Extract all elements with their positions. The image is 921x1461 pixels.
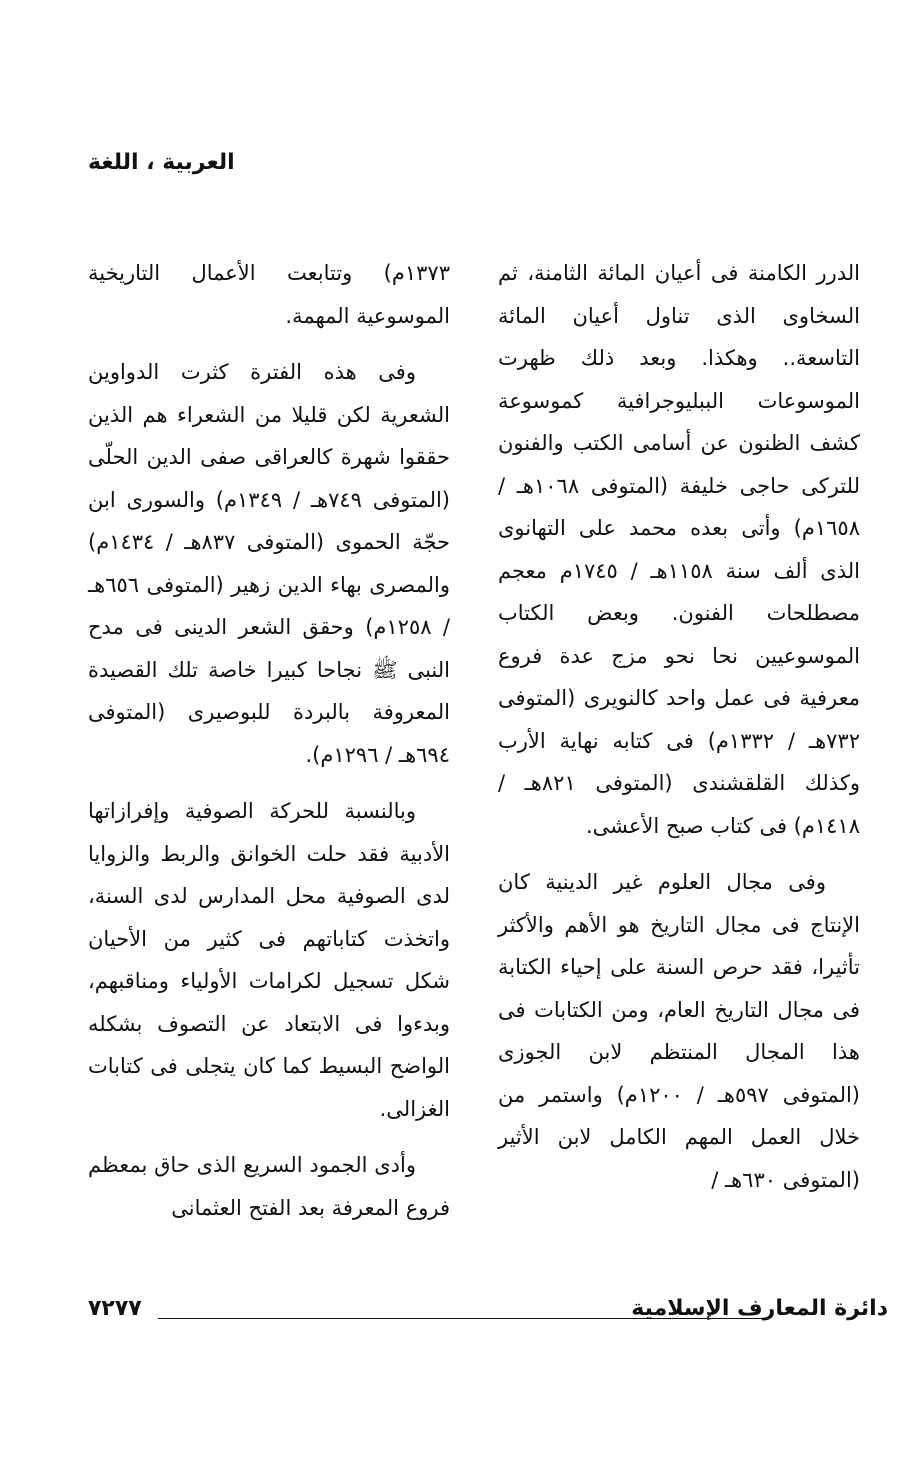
text-column-left (88, 252, 450, 1243)
paragraph: وأدى الجمود السريع الذى حاق بمعظم فروع المعرفة بعد الفتح العثمانى (88, 1153, 450, 1220)
running-title: العربية ، اللغة (88, 150, 235, 175)
paragraph: الدرر الكامنة فى أعيان المائة الثامنة، ثم السخاوى الذى تناول أعيان المائة التاسعة.. وهكذا. وبعد ذلك ظهرت الموسوعات الببليوجرافية كموسوعة كشف الظنون عن أسامى الكتب والفنون للتركى حاجى خليفة (المتوفى ١٠٦٨هـ / ١٦٥٨م) وأتى بعده محمد على التهانوى الذى ألف سنة ١١٥٨هـ / ١٧٤٥م معجم مصطلحات الفنون. وبعض الكتاب الموسوعيين نحا نحو مزج عدة فروع معرفية فى عمل واحد كالنويرى (المتوفى ٧٣٢هـ / ١٣٣٢م) فى كتابه نهاية الأرب وكذلك القلقشندى (المتوفى ٨٢١هـ / ١٤١٨م) فى كتاب صبح الأعشى. (498, 261, 860, 838)
publication-title: دائرة المعارف الإسلامية (631, 1296, 888, 1321)
page-footer (88, 1296, 888, 1336)
paragraph: وبالنسبة للحركة الصوفية وإفرازاتها الأدبية فقد حلت الخوانق والربط والزوايا لدى الصوفية محل المدارس لدى السنة، واتخذت كتاباتهم فى كثير من الأحيان شكل تسجيل لكرامات الأولياء ومناقبهم، وبدءوا فى الابتعاد عن التصوف بشكله الواضح البسيط كما كان يتجلى فى كتابات الغزالى. (88, 799, 450, 1121)
paragraph: وفى مجال العلوم غير الدينية كان الإنتاج فى مجال التاريخ هو الأهم والأكثر تأثيرا، فقد حرص السنة على إحياء الكتابة فى مجال التاريخ العام، ومن الكتابات فى هذا المجال المنتظم لابن الجوزى (المتوفى ٥٩٧هـ / ١٢٠٠م) واستمر من خلال العمل المهم الكامل لابن الأثير (المتوفى ٦٣٠هـ / (498, 870, 860, 1192)
paragraph: ١٣٧٣م) وتتابعت الأعمال التاريخية الموسوعية المهمة. (88, 261, 450, 328)
paragraph: وفى هذه الفترة كثرت الدواوين الشعرية لكن قليلا من الشعراء هم الذين حققوا شهرة كالعراقى صفى الدين الحلّى (المتوفى ٧٤٩هـ / ١٣٤٩م) والسورى ابن حجّة الحموى (المتوفى ٨٣٧هـ / ١٤٣٤م) والمصرى بهاء الدين زهير (المتوفى ٦٥٦هـ / ١٢٥٨م) وحقق الشعر الدينى فى مدح النبى ﷺ نجاحا كبيرا خاصة تلك القصيدة المعروفة بالبردة للبوصيرى (المتوفى ٦٩٤هـ / ١٢٩٦م). (88, 360, 451, 767)
page-number: ٧٢٧٧ (88, 1296, 142, 1321)
text-column-right (498, 252, 860, 1215)
